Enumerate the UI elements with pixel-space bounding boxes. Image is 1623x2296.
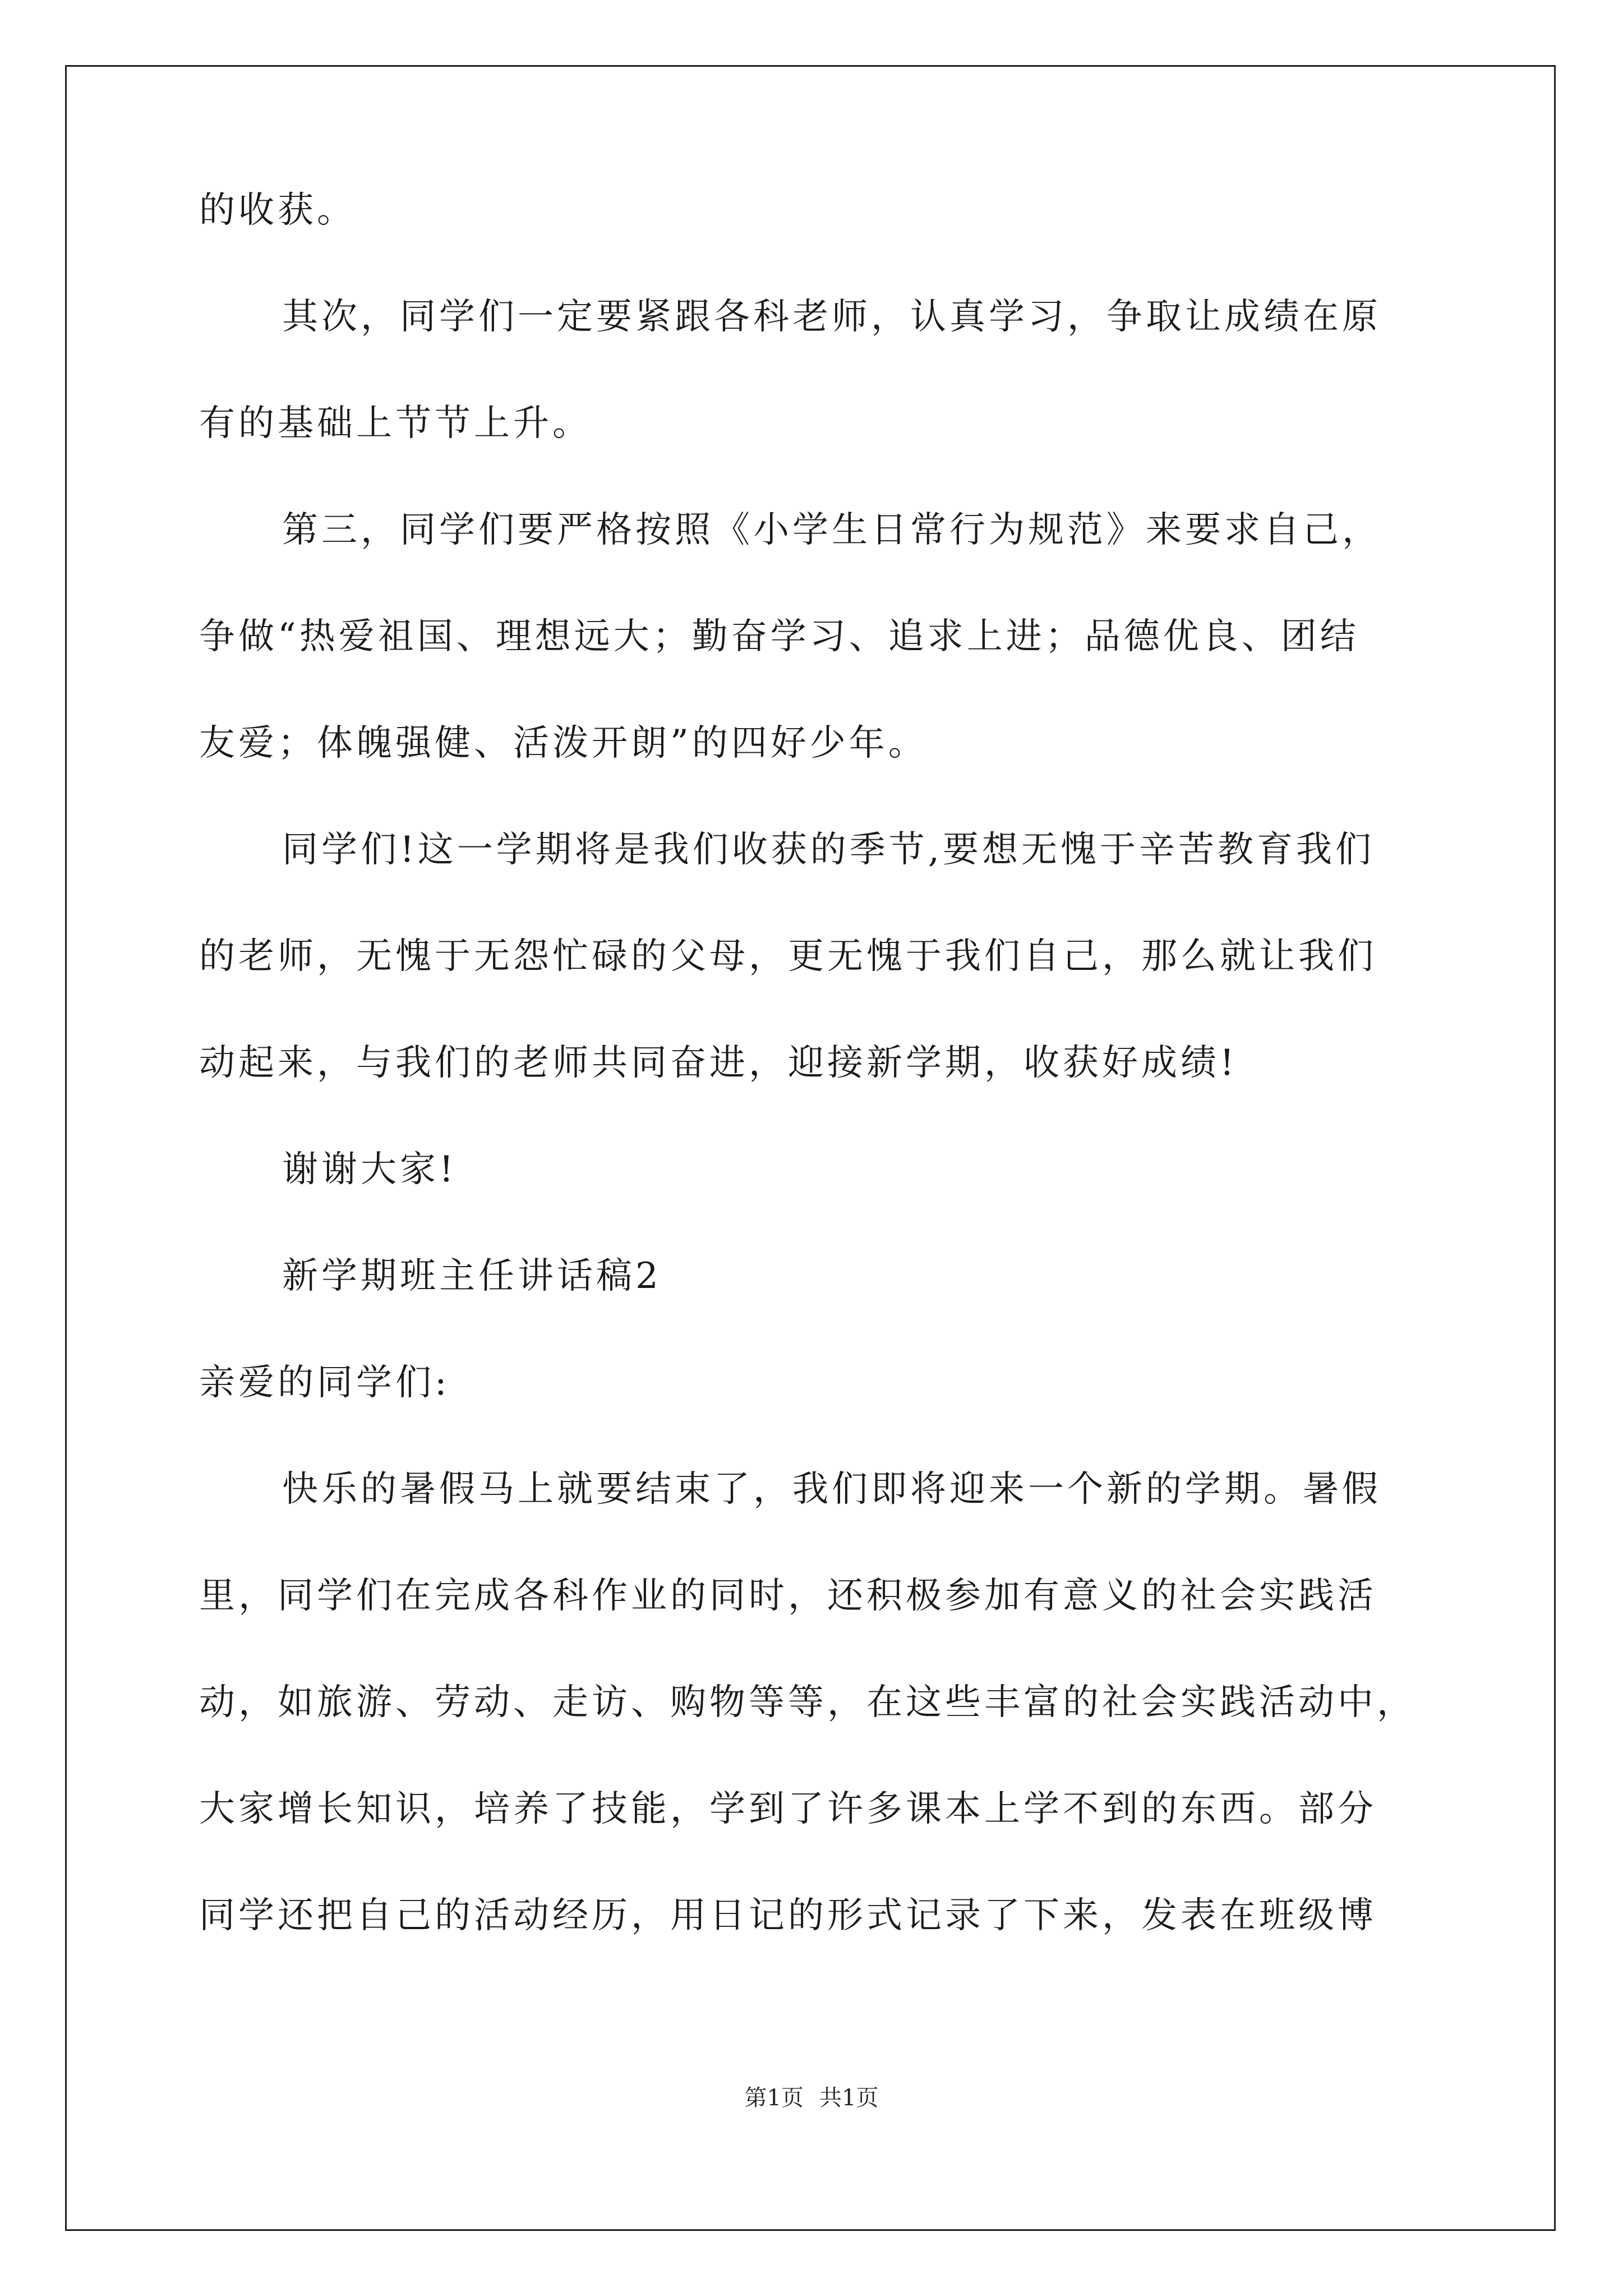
closing-line: 谢谢大家! xyxy=(282,1149,457,1190)
paragraph-line: 快乐的暑假马上就要结束了，我们即将迎来一个新的学期。暑假 xyxy=(282,1469,1381,1510)
section-heading: 新学期班主任讲话稿2 xyxy=(282,1255,662,1297)
text-line: 动，如旅游、劳动、走访、购物等等，在这些丰富的社会实践活动中， xyxy=(199,1682,1416,1723)
paragraph-line: 第三，同学们要严格按照《小学生日常行为规范》来要求自己， xyxy=(282,509,1381,551)
text-line: 同学还把自己的活动经历，用日记的形式记录了下来，发表在班级博 xyxy=(199,1895,1377,1936)
salutation: 亲爱的同学们: xyxy=(199,1362,450,1404)
text-line: 友爱；体魄强健、活泼开朗”的四好少年。 xyxy=(199,723,928,764)
text-line: 的收获。 xyxy=(199,190,356,231)
text-line: 动起来，与我们的老师共同奋进，迎接新学期，收获好成绩! xyxy=(199,1042,1238,1084)
paragraph-line: 其次，同学们一定要紧跟各科老师，认真学习，争取让成绩在原 xyxy=(282,296,1381,338)
page-footer xyxy=(0,2081,1623,2115)
text-line: 争做“热爱祖国、理想远大；勤奋学习、追求上进；品德优良、团结 xyxy=(199,616,1359,657)
paragraph-line: 同学们!这一学期将是我们收获的季节,要想无愧于辛苦教育我们 xyxy=(282,829,1375,871)
text-line: 的老师，无愧于无怨忙碌的父母，更无愧于我们自己，那么就让我们 xyxy=(199,936,1377,977)
text-line: 里，同学们在完成各科作业的同时，还积极参加有意义的社会实践活 xyxy=(199,1575,1377,1617)
text-line: 有的基础上节节上升。 xyxy=(199,403,592,444)
page-number: 第1页 xyxy=(744,2085,804,2111)
text-line: 大家增长知识，培养了技能，学到了许多课本上学不到的东西。部分 xyxy=(199,1788,1377,1830)
page-total: 共1页 xyxy=(819,2085,879,2111)
